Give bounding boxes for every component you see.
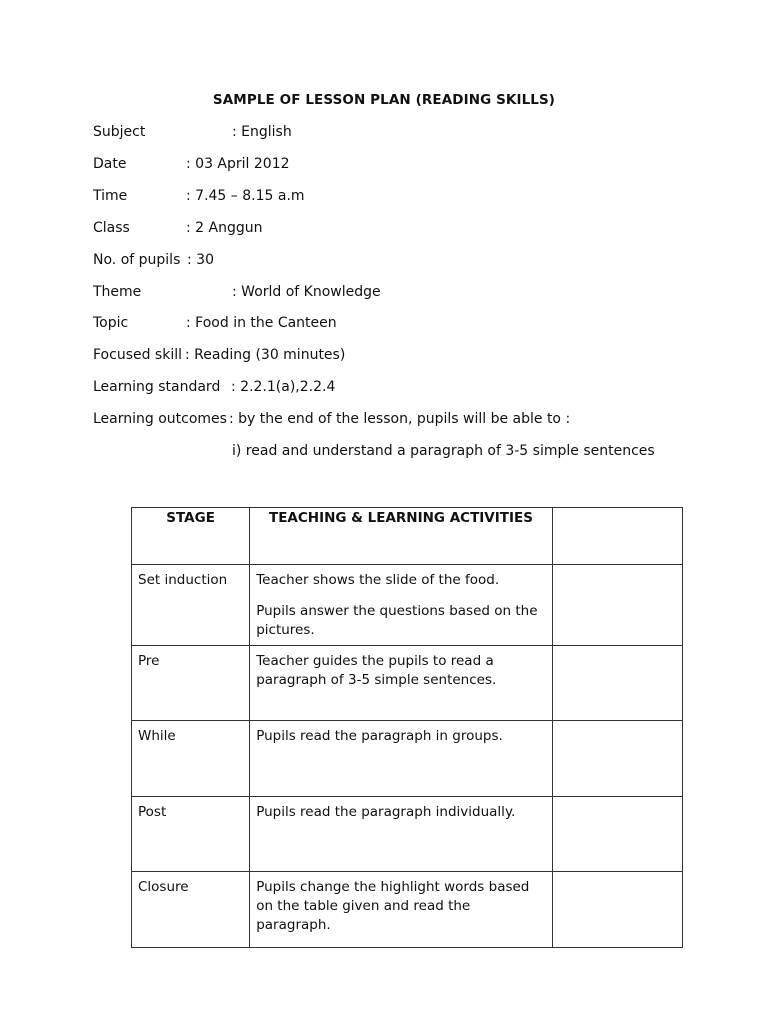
- header-notes: [552, 508, 682, 565]
- field-label: Time: [93, 188, 128, 204]
- field-label: Theme: [93, 284, 142, 300]
- activity-text: Teacher guides the pupils to read a paragraph of 3-5 simple sentences.: [256, 653, 497, 688]
- header-label: [553, 508, 682, 509]
- stage-cell: [132, 872, 250, 948]
- field-value: : Reading (30 minutes): [185, 347, 346, 363]
- field-label: Learning standard: [93, 379, 221, 395]
- notes-cell: [552, 646, 682, 721]
- field-label: Learning outcomes: [93, 411, 227, 427]
- activity-text: Pupils change the highlight words based on the table given and read the paragraph.: [256, 879, 530, 933]
- activity-cell: [250, 872, 553, 948]
- page-title: SAMPLE OF LESSON PLAN (READING SKILLS): [212, 92, 556, 108]
- table-header-row: [132, 508, 683, 565]
- activity-text: Pupils answer the questions based on the pictures.: [256, 603, 538, 638]
- field-label: Subject: [93, 124, 146, 140]
- activity-cell: [250, 797, 553, 872]
- field-value: : 03 April 2012: [186, 156, 290, 172]
- field-value: : 2.2.1(a),2.2.4: [231, 379, 336, 395]
- field-value: : 7.45 – 8.15 a.m: [186, 188, 305, 204]
- notes-cell: [552, 565, 682, 646]
- field-value: : English: [232, 124, 292, 140]
- field-value: : World of Knowledge: [232, 284, 381, 300]
- field-value: : 2 Anggun: [186, 220, 263, 236]
- stage-cell: [132, 797, 250, 872]
- table-row: [132, 565, 683, 646]
- notes-cell: [552, 872, 682, 948]
- activity-cell: [250, 646, 553, 721]
- stage-label: Pre: [138, 653, 160, 669]
- field-value: : 30: [187, 252, 214, 268]
- learning-outcome-item: i) read and understand a paragraph of 3-5 simple sentences: [232, 443, 655, 459]
- stage-label: While: [138, 728, 176, 744]
- stage-cell: [132, 565, 250, 646]
- header-label: TEACHING & LEARNING ACTIVITIES: [268, 510, 533, 526]
- table-row: [132, 797, 683, 872]
- activity-text: Teacher shows the slide of the food.: [256, 572, 500, 588]
- field-label: Date: [93, 156, 127, 172]
- table-row: [132, 872, 683, 948]
- activity-cell: [250, 565, 553, 646]
- table-row: [132, 721, 683, 797]
- field-label: Topic: [93, 315, 129, 331]
- field-value: : by the end of the lesson, pupils will be able to :: [229, 411, 571, 427]
- stage-cell: [132, 646, 250, 721]
- field-label: Focused skill: [93, 347, 183, 363]
- stage-label: Post: [138, 804, 167, 820]
- header-stage: [132, 508, 250, 565]
- field-label: Class: [93, 220, 130, 236]
- header-label: STAGE: [166, 510, 215, 526]
- notes-cell: [552, 797, 682, 872]
- field-label: No. of pupils: [93, 252, 181, 268]
- lesson-stages-table: [131, 507, 683, 948]
- activity-text: Pupils read the paragraph in groups.: [256, 728, 503, 744]
- stage-label: Set induction: [138, 572, 228, 588]
- stage-label: Closure: [138, 879, 189, 895]
- field-value: : Food in the Canteen: [186, 315, 337, 331]
- table-row: [132, 646, 683, 721]
- notes-cell: [552, 721, 682, 797]
- activity-text: Pupils read the paragraph individually.: [256, 804, 516, 820]
- activity-cell: [250, 721, 553, 797]
- stage-cell: [132, 721, 250, 797]
- header-activities: [250, 508, 553, 565]
